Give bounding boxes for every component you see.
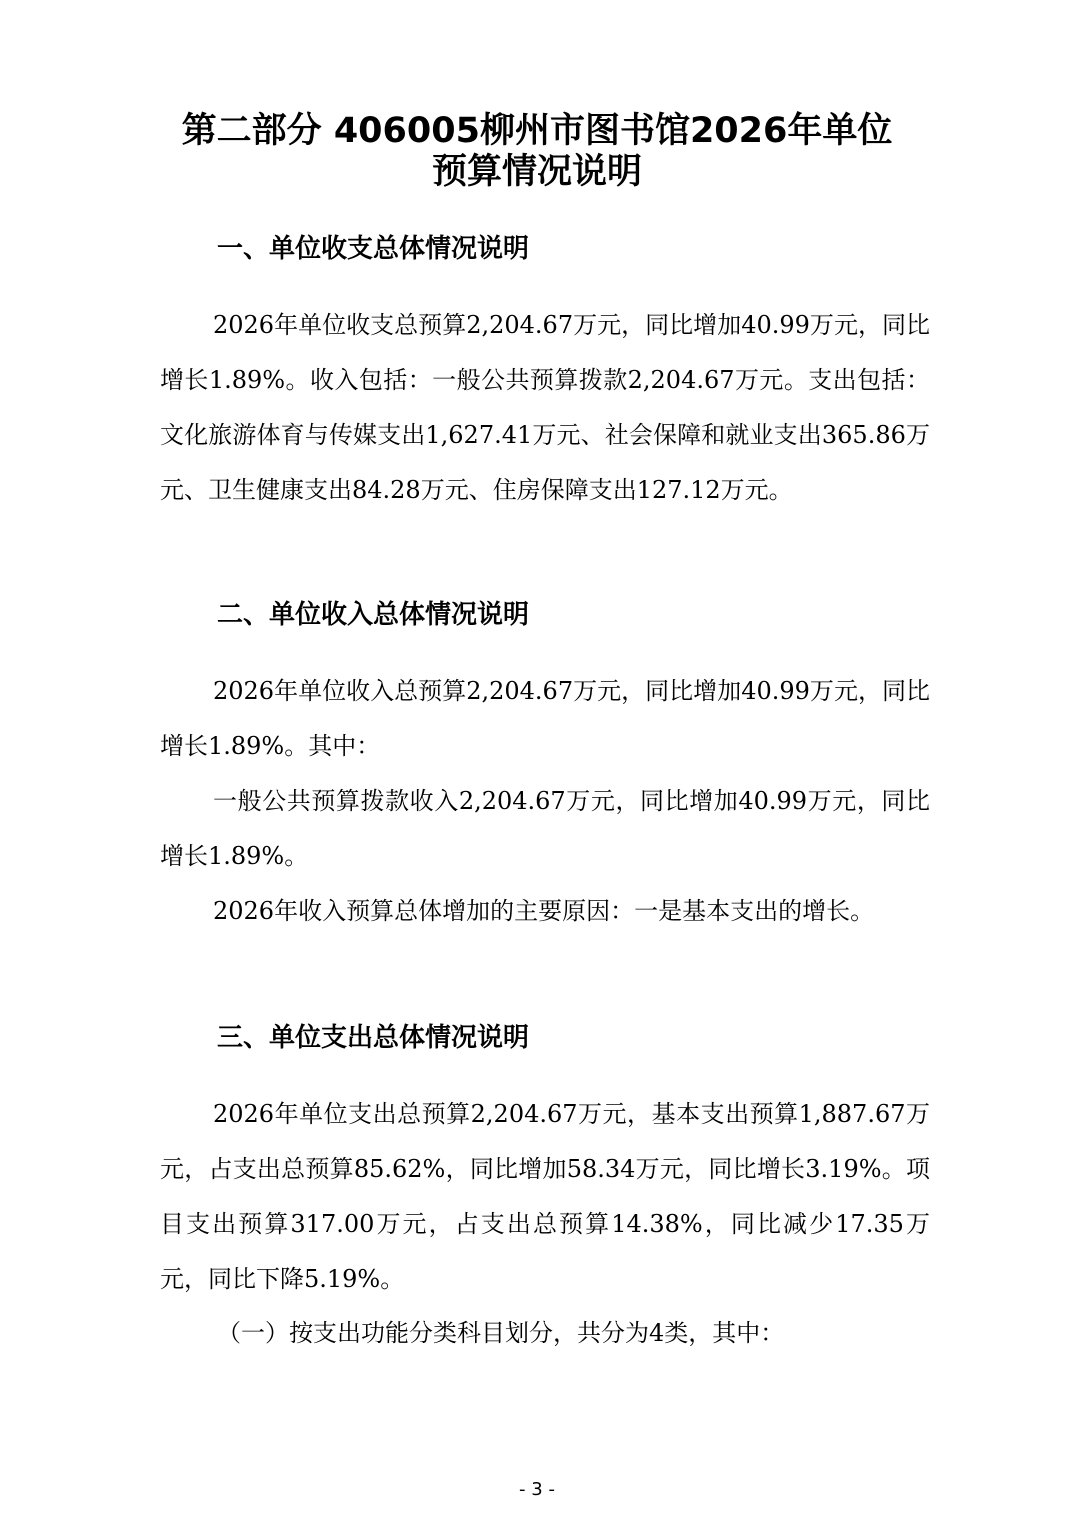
section1-heading: 一、单位收支总体情况说明: [217, 234, 530, 264]
section2-paragraph3: 2026年收入预算总体增加的主要原因：一是基本支出的增长。: [213, 897, 875, 925]
page-title-line1: 第二部分 406005柳州市图书馆2026年单位: [181, 111, 893, 151]
section2-paragraph2: 一般公共预算拨款收入2,204.67万元，同比增加40.99万元，同比增长1.89%。: [160, 787, 930, 870]
section3-paragraph2: （一）按支出功能分类科目划分，共分为4类，其中：: [217, 1319, 785, 1347]
section3-paragraph1: 2026年单位支出总预算2,204.67万元，基本支出预算1,887.67万元，占支出总预算85.62%，同比增加58.34万元，同比增长3.19%。项目支出预算317.00万元，占支出总预算14.38%，同比减少17.35万元，同比下降5.19%。: [160, 1100, 930, 1293]
section3-heading: 三、单位支出总体情况说明: [217, 1023, 530, 1053]
section2-heading: 二、单位收入总体情况说明: [217, 600, 530, 630]
section2-paragraph1: 2026年单位收入总预算2,204.67万元，同比增加40.99万元，同比增长1.89%。其中：: [160, 677, 930, 760]
page-title-line2: 预算情况说明: [431, 152, 642, 192]
page-number: - 3 -: [519, 1479, 555, 1500]
section1-paragraph: 2026年单位收支总预算2,204.67万元，同比增加40.99万元，同比增长1.89%。收入包括：一般公共预算拨款2,204.67万元。支出包括：文化旅游体育与传媒支出1,627.41万元、社会保障和就业支出365.86万元、卫生健康支出84.28万元、住房保障支出127.12万元。: [160, 311, 930, 504]
